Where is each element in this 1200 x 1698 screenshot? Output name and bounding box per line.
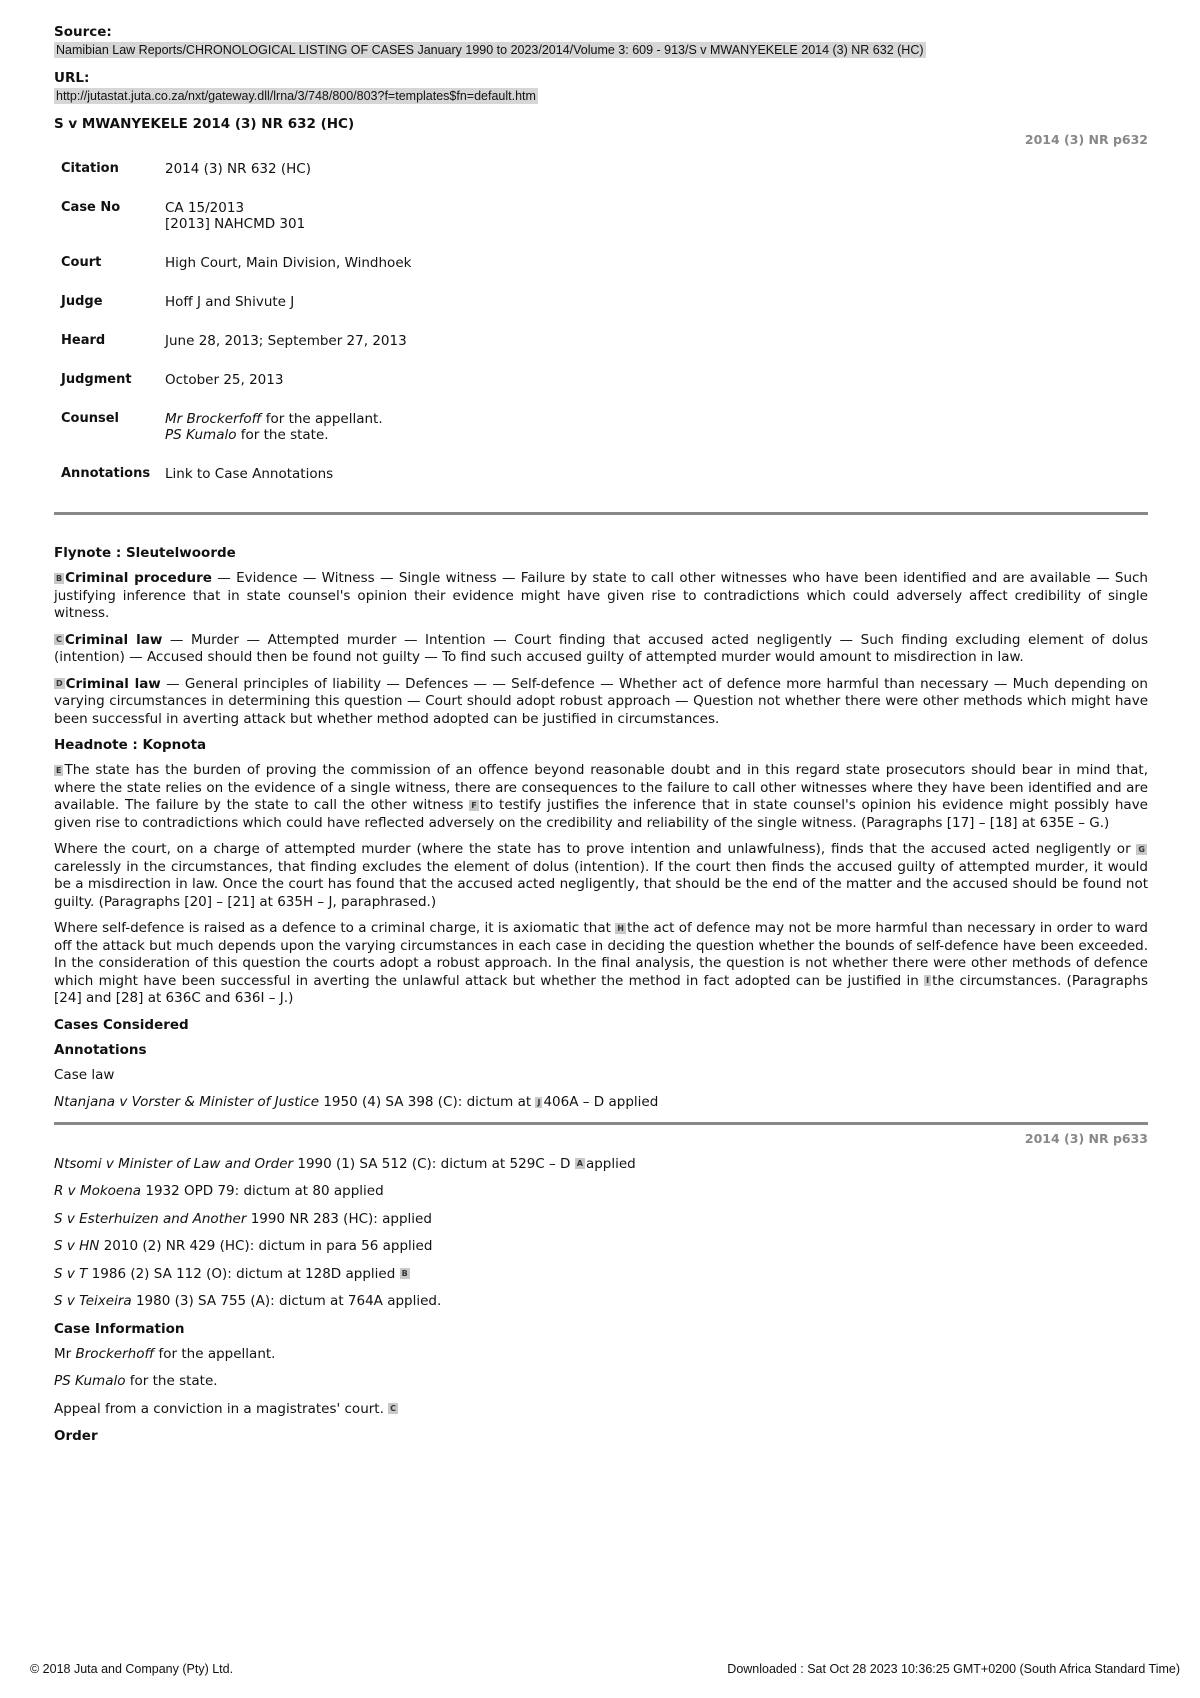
margin-marker: B [56,573,63,583]
copyright-notice: © 2018 Juta and Company (Pty) Ltd. [30,1662,234,1676]
margin-marker: G [1138,844,1145,854]
case-details: applied [585,1155,636,1172]
case-citation [54,1293,1148,1311]
section-divider [54,512,1148,515]
margin-marker: I [926,976,930,985]
margin-marker: C [56,635,62,644]
counsel-2-name: PS Kumalo [165,427,237,443]
url-label: URL: [54,70,90,86]
flynote-1-text: — Evidence — Witness — Single witness — Failure by state to call other witnesses who have been identified and are available — Such justifying inference that in state counsel's opinion their evidence might have given rise to contradictions which could adversely affect credibility of single witness. [54,570,1148,621]
case-name: S v HN [54,1238,100,1254]
case-citation [54,1094,1148,1112]
headnote-paragraph-1 [54,762,1148,832]
headnote-paragraph-3 [54,920,1148,1008]
counsel-1-name: Mr Brockerfoff [165,411,262,427]
flynote-paragraph-2 [54,632,1148,667]
headnote-3-text-a: Where self-defence is raised as a defence to a criminal charge, it is axiomatic that [54,920,616,936]
case-details: 1950 (4) SA 398 (C): dictum at [319,1094,536,1110]
case-metadata-table [61,161,411,482]
case-details: 2010 (2) NR 429 (HC): dictum in para 56 applied [99,1238,433,1254]
case-info-text: Mr [54,1345,76,1362]
case-info-text: Appeal from a conviction in a magistrates' court. [54,1400,389,1417]
headnote-3-text-c: the circumstances. (Paragraphs [24] and [28] at 636C and 636I – J.) [54,972,1148,1006]
margin-marker: H [617,923,624,933]
page-break-rule [54,1122,1148,1125]
counsel-row [61,411,411,466]
caseno-value [165,200,411,255]
case-info-appeal [54,1401,1148,1419]
court-row [61,255,411,294]
headnote-1-text-a: The state has the burden of proving the commission of an offence beyond reasonable doubt and in this regard state prosecutors should bear in mind that, where the state relies on the evidence of a single witness, there are consequences to the failure to call other witnesses where they have been identified and are available. The failure by the state to call the other witness [54,762,1148,813]
flynote-1-topic: Criminal procedure [65,570,212,586]
flynote-3-text: — General principles of liability — Defences — — Self-defence — Whether act of defence more harmful than necessary — Much depending on varying circumstances in determining this question — Court should adopt robust approach — Question not whether there were other methods which might have been successful in averting attack but whether method adopted can be justified in circumstances. [54,675,1148,727]
counsel-line-2 [165,427,411,443]
flynote-paragraph-1 [54,570,1148,623]
counsel-line-1 [165,411,411,427]
case-name: Ntanjana v Vorster & Minister of Justice [54,1094,320,1110]
case-info-appellant [54,1346,1148,1364]
headnote-paragraph-2 [54,841,1148,911]
caseno-row [61,200,411,255]
case-name: S v Esterhuizen and Another [54,1210,247,1227]
annotations-heading: Annotations [54,1041,147,1058]
counsel-name: Brockerhoff [75,1345,155,1362]
headnote-2-text-b: carelessly in the circumstances, that finding excludes the element of dolus (intention). If the court then finds the accused guilty of attempted murder, it would be a misdirection in law. Once the court has found that the accused acted negligently, that should be the end of the matter and the accused should be found not guilty. (Paragraphs [20] – [21] at 635H – J, paraphrased.) [54,858,1148,910]
counsel-value [165,411,411,466]
case-information-heading: Case Information [54,1320,185,1337]
annotations-link[interactable]: Link to Case Annotations [165,466,334,482]
counsel-name: PS Kumalo [54,1373,126,1389]
case-law-label: Case law [54,1066,115,1083]
caseno-line-2: [2013] NAHCMD 301 [165,216,306,232]
page-reference-633: 2014 (3) NR p633 [1024,1130,1148,1146]
citation-row [61,161,411,200]
judgment-label: Judgment [61,372,132,387]
case-citation [54,1266,1148,1284]
flynote-2-topic: Criminal law [64,631,163,648]
case-name: R v Mokoena [54,1183,142,1199]
source-value: Namibian Law Reports/CHRONOLOGICAL LISTING OF CASES January 1990 to 2023/2014/Volume 3: 609 - 913/S v MWANYEKELE 2014 (3) NR 632 (HC) [56,43,924,57]
case-citation [54,1211,1148,1229]
flynote-3-topic: Criminal law [65,675,161,692]
case-details: 1986 (2) SA 112 (O): dictum at 128D applied [87,1265,400,1282]
heard-label: Heard [61,333,106,348]
headnote-heading: Headnote : Kopnota [54,737,207,753]
case-title: S v MWANYEKELE 2014 (3) NR 632 (HC) [54,116,355,132]
page-reference-632: 2014 (3) NR p632 [1024,132,1148,147]
case-info-state [54,1373,1148,1391]
judge-row [61,294,411,333]
case-details: 1990 NR 283 (HC): applied [246,1210,432,1227]
margin-marker: A [576,1159,583,1168]
judge-value: Hoff J and Shivute J [165,294,295,310]
margin-marker: B [401,1269,408,1278]
case-citation [54,1183,1148,1201]
margin-marker: C [390,1404,397,1413]
case-name: Ntsomi v Minister of Law and Order [54,1155,294,1172]
court-label: Court [61,255,102,270]
caseno-label: Case No [61,200,121,215]
judge-label: Judge [61,294,103,309]
flynote-paragraph-3 [54,676,1148,729]
source-block [54,24,1148,58]
citation-label: Citation [61,161,119,176]
case-name: S v T [54,1265,88,1282]
flynote-2-text: — Murder — Attempted murder — Intention — Court finding that accused acted negligently — Such finding excluding element of dolus (intention) — Accused should then be found not guilty — To find such accused guilty of attempted murder would amount to misdirection in law. [54,631,1148,665]
counsel-label: Counsel [61,411,119,426]
download-timestamp: Downloaded : Sat Oct 28 2023 10:36:25 GMT+0200 (South Africa Standard Time) [727,1662,1180,1676]
url-block [54,70,1148,104]
judgment-row [61,372,411,411]
case-name: S v Teixeira [54,1293,132,1309]
counsel-1-rest: for the appellant. [261,411,383,427]
case-info-text: for the state. [125,1373,218,1389]
case-details: 406A – D applied [543,1094,659,1110]
heard-value: June 28, 2013; September 27, 2013 [165,333,407,349]
flynote-heading: Flynote : Sleutelwoorde [54,545,236,561]
annotations-label: Annotations [61,466,151,481]
annotations-row [61,466,411,482]
case-citation [54,1156,1148,1174]
source-label: Source: [54,24,112,40]
headnote-2-text-a: Where the court, on a charge of attempted murder (where the state has to prove intention and unlawfulness), finds that the accused acted negligently or [54,841,1137,857]
case-info-text: for the appellant. [154,1345,276,1362]
case-details: 1990 (1) SA 512 (C): dictum at 529C – D [293,1155,575,1172]
case-details: 1932 OPD 79: dictum at 80 applied [141,1183,384,1199]
heard-row [61,333,411,372]
caseno-line-1: CA 15/2013 [165,200,245,216]
cases-considered-heading: Cases Considered [54,1016,189,1033]
url-link[interactable]: http://jutastat.juta.co.za/nxt/gateway.dll/lrna/3/748/800/803?f=templates$fn=default.htm [56,89,536,103]
judgment-value: October 25, 2013 [165,372,284,388]
case-details: 1980 (3) SA 755 (A): dictum at 764A applied. [131,1293,442,1309]
counsel-2-rest: for the state. [236,427,329,443]
order-heading: Order [54,1428,98,1444]
citation-value: 2014 (3) NR 632 (HC) [165,161,312,177]
margin-marker: E [56,765,62,775]
margin-marker: F [471,800,477,810]
case-citation [54,1238,1148,1256]
headnote-1-text-b: to testify justifies the inference that in state counsel's opinion his evidence might possibly have given rise to contradictions which could have reflected adversely on the credibility and reliability of the single witness. (Paragraphs [17] – [18] at 635E – G.) [54,797,1148,831]
margin-marker: D [56,679,63,688]
document-page [54,24,1148,1453]
court-value: High Court, Main Division, Windhoek [165,255,412,271]
headnote-3-text-b: the act of defence may not be more harmful than necessary in order to ward off the attack but much depends upon the varying circumstances in each case in deciding the question whether the bounds of self-defence have been exceeded. In the consideration of this question the courts adopt a robust approach. In the final analysis, the question is not whether there were other methods of defence which might have been successful in averting the unlawful attack but whether the method in fact adopted can be justified in [54,920,1148,989]
margin-marker: J [537,1097,541,1107]
